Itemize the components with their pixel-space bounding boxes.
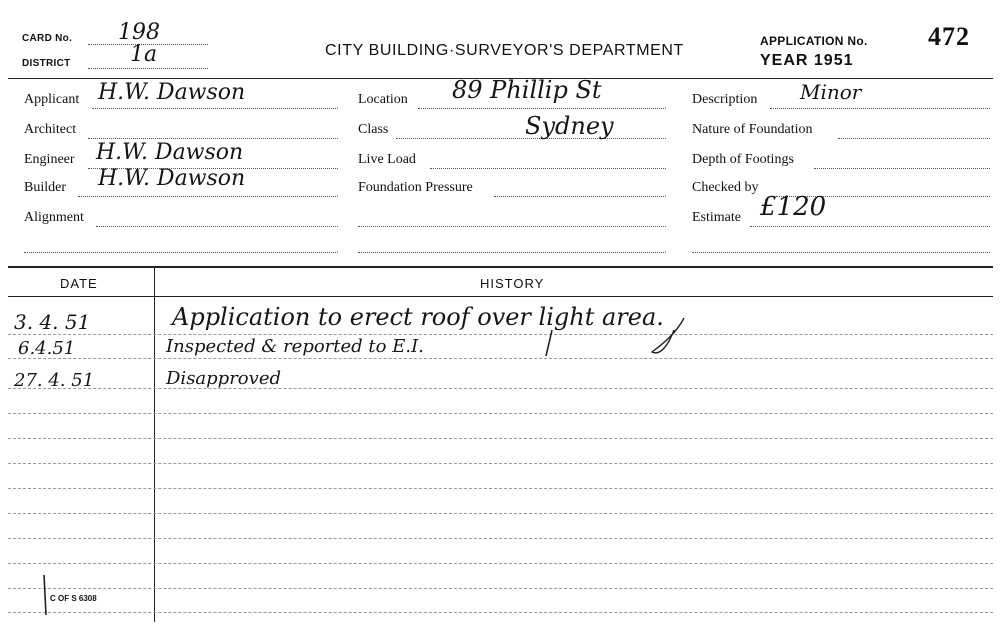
estimate-label: Estimate [692, 210, 741, 225]
application-no-value: 472 [928, 22, 970, 51]
history-date: 6.4.51 [18, 338, 76, 359]
history-text: Disapproved [166, 368, 281, 389]
location-label: Location [358, 92, 408, 107]
year-label: YEAR 1951 [760, 52, 854, 69]
history-text: Application to erect roof over light area. [172, 303, 664, 331]
application-no-label: APPLICATION No. [760, 34, 868, 48]
description-label: Description [692, 92, 758, 107]
card-no-value: 198 [118, 20, 160, 45]
district-label: DISTRICT [22, 58, 71, 69]
district-value: 1a [130, 42, 158, 67]
applicant-label: Applicant [24, 92, 80, 107]
engineer-value: H.W. Dawson [96, 140, 244, 165]
pen-stroke [44, 575, 46, 615]
alignment-label: Alignment [24, 210, 84, 225]
builder-label: Builder [24, 180, 66, 195]
history-text: Inspected & reported to E.I. [166, 336, 424, 357]
class-label: Class [358, 122, 389, 137]
foundation-pressure-label: Foundation Pressure [358, 180, 473, 195]
engineer-label: Engineer [24, 152, 75, 167]
history-date: 27. 4. 51 [14, 370, 95, 391]
card-no-label: CARD No. [22, 33, 73, 44]
location-value: 89 Phillip St [452, 76, 602, 104]
history-column-header: HISTORY [480, 276, 545, 291]
date-column-header: DATE [60, 276, 98, 291]
pen-stroke [546, 330, 552, 356]
builder-value: H.W. Dawson [98, 166, 246, 191]
estimate-value: £120 [760, 192, 827, 222]
history-date: 3. 4. 51 [14, 310, 91, 334]
depth-of-footings-label: Depth of Footings [692, 152, 794, 167]
checked-by-label: Checked by [692, 180, 759, 195]
description-value: Minor [800, 80, 862, 104]
class-value: Sydney [525, 112, 614, 140]
applicant-value: H.W. Dawson [98, 80, 246, 105]
nature-of-foundation-label: Nature of Foundation [692, 122, 813, 137]
document-title: CITY BUILDING·SURVEYOR'S DEPARTMENT [325, 42, 684, 59]
live-load-label: Live Load [358, 152, 416, 167]
pen-stroke [652, 318, 684, 353]
form-code: C OF S 6308 [50, 594, 97, 603]
architect-label: Architect [24, 122, 77, 137]
